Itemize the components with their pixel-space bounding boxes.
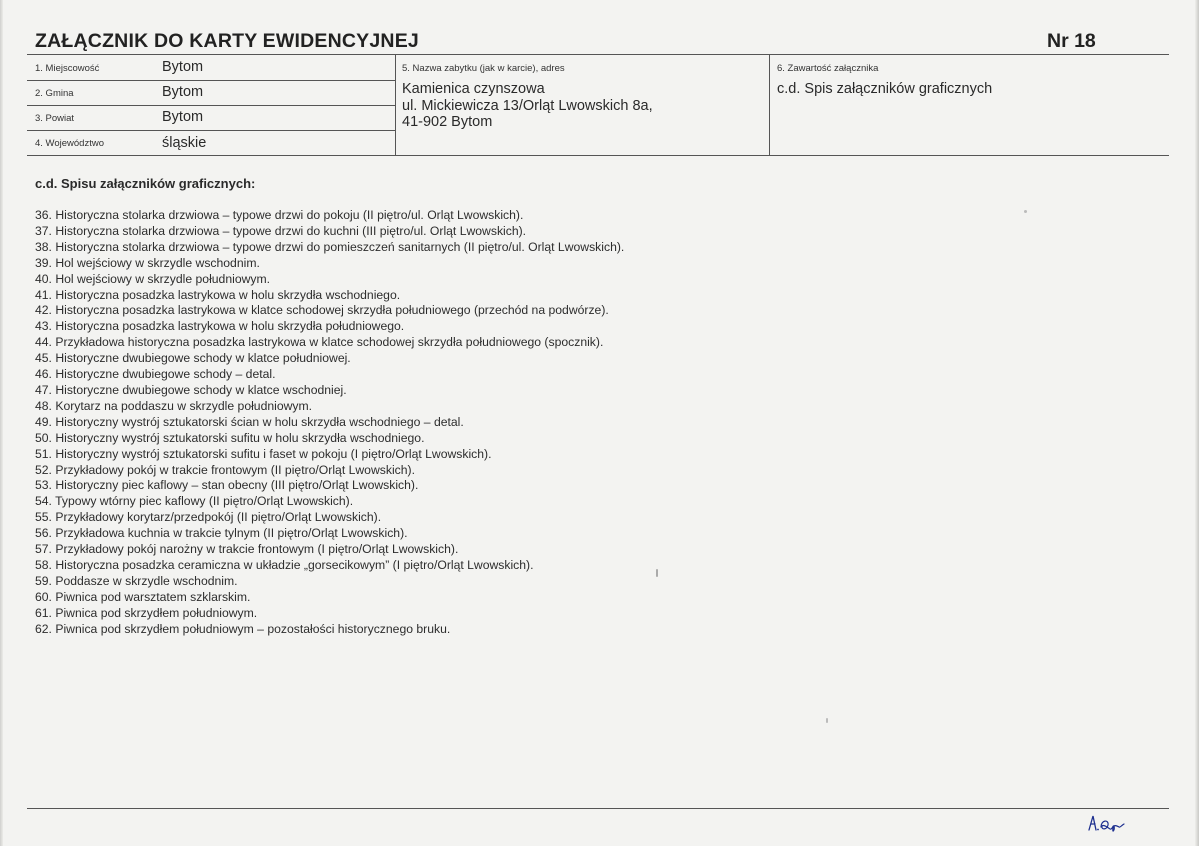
list-item: 47. Historyczne dwubiegowe schody w klatce wschodniej. [35,382,347,397]
list-item: 52. Przykładowy pokój w trakcie frontowym (II piętro/Orląt Lwowskich). [35,462,415,477]
miejscowosc-value: Bytom [162,59,204,75]
wojewodztwo-value: śląskie [162,135,207,151]
document-title: ZAŁĄCZNIK DO KARTY EWIDENCYJNEJ [35,30,419,52]
list-item: 42. Historyczna posadzka lastrykowa w klatce schodowej skrzydła południowego (przechód na podwórze). [35,303,609,318]
list-item: 36. Historyczna stolarka drzwiowa – typowe drzwi do pokoju (II piętro/ul. Orląt Lwowskich). [35,208,524,222]
page-edge-right [1195,0,1199,846]
list-item: 44. Przykładowa historyczna posadzka lastrykowa w klatce schodowej skrzydła południowego (spocznik). [35,335,604,350]
gmina-value: Bytom [162,84,204,100]
list-item: 57. Przykładowy pokój narożny w trakcie frontowym (I piętro/Orląt Lwowskich). [35,542,459,557]
document-number: Nr 18 [1047,30,1096,52]
list-item: 39. Hol wejściowy w skrzydle wschodnim. [35,255,260,270]
list-item: 37. Historyczna stolarka drzwiowa – typowe drzwi do kuchni (III piętro/ul. Orląt Lwowskich). [35,223,527,238]
list-item: 55. Przykładowy korytarz/przedpokój (II piętro/Orląt Lwowskich). [35,510,382,525]
nazwa-label: 5. Nazwa zabytku (jak w karcie), adres [402,63,565,74]
list-item: 59. Poddasze w skrzydle wschodnim. [35,573,238,588]
list-item: 43. Historyczna posadzka lastrykowa w holu skrzydła południowego. [35,319,405,334]
header-form-table [27,55,1169,156]
list-item: 51. Historyczny wystrój sztukatorski sufitu i faset w pokoju (I piętro/Orląt Lwowskich). [35,446,492,461]
column-divider-2 [769,55,770,156]
gmina-label: 2. Gmina [35,88,74,99]
nazwa-line-2: ul. Mickiewicza 13/Orląt Lwowskich 8a, [402,97,653,114]
list-item: 62. Piwnica pod skrzydłem południowym – pozostałości historycznego bruku. [35,621,451,636]
list-item: 60. Piwnica pod warsztatem szklarskim. [35,589,251,604]
list-item: 38. Historyczna stolarka drzwiowa – typowe drzwi do pomieszczeń sanitarnych (II piętro/ul. Orląt Lwowskich). [35,239,625,254]
attachment-list [35,208,624,637]
list-item: 40. Hol wejściowy w skrzydle południowym. [35,271,271,286]
list-item: 48. Korytarz na poddaszu w skrzydle południowym. [35,398,313,413]
zawartosc-label: 6. Zawartość załącznika [777,63,879,74]
row-divider-2 [27,105,395,106]
nazwa-address-block [402,81,653,131]
list-heading: c.d. Spisu załączników graficznych: [35,176,256,191]
paper-speck [656,569,658,577]
powiat-value: Bytom [162,109,204,125]
row-divider-3 [27,130,395,131]
page-edge-left [0,0,3,846]
list-item: 58. Historyczna posadzka ceramiczna w układzie „gorsecikowym” (I piętro/Orląt Lwowskich). [35,557,534,572]
footer-rule [27,808,1169,809]
nazwa-line-1: Kamienica czynszowa [402,81,545,97]
row-divider-1 [27,80,395,81]
powiat-label: 3. Powiat [35,113,75,124]
list-item: 56. Przykładowa kuchnia w trakcie tylnym (II piętro/Orląt Lwowskich). [35,526,408,541]
column-divider-1 [395,55,396,156]
list-item: 41. Historyczna posadzka lastrykowa w holu skrzydła wschodniego. [35,287,401,302]
zawartosc-value: c.d. Spis załączników graficznych [777,81,993,97]
paper-speck [826,718,828,723]
wojewodztwo-label: 4. Województwo [35,138,104,149]
miejscowosc-label: 1. Miejscowość [35,63,100,74]
list-item: 61. Piwnica pod skrzydłem południowym. [35,605,258,620]
list-item: 46. Historyczne dwubiegowe schody – detal. [35,367,276,382]
list-item: 50. Historyczny wystrój sztukatorski sufitu w holu skrzydła wschodniego. [35,430,425,445]
list-item: 54. Typowy wtórny piec kaflowy (II piętro/Orląt Lwowskich). [35,494,354,509]
signature-mark [1086,810,1126,836]
paper-speck [1024,210,1027,213]
list-item: 49. Historyczny wystrój sztukatorski ścian w holu skrzydła wschodniego – detal. [35,414,464,429]
list-item: 53. Historyczny piec kaflowy – stan obecny (III piętro/Orląt Lwowskich). [35,478,419,493]
list-item: 45. Historyczne dwubiegowe schody w klatce południowej. [35,351,351,366]
nazwa-line-3: 41-902 Bytom [402,114,493,130]
